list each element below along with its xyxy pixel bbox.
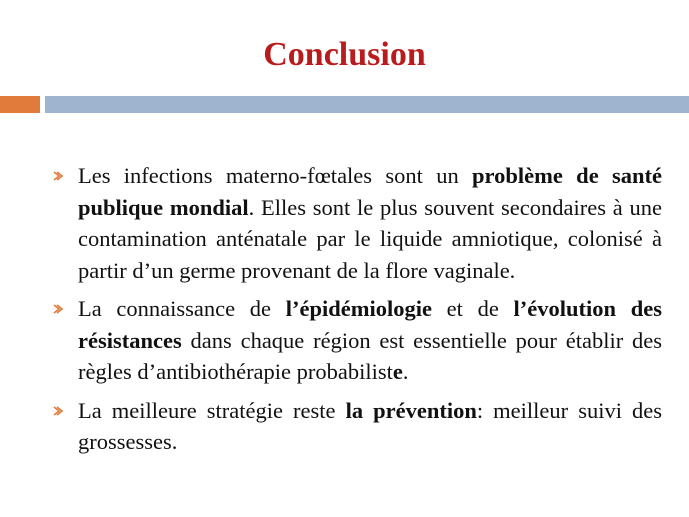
bullet-item-1 [52, 160, 662, 286]
bullet-3-text: La meilleure stratégie reste [78, 397, 346, 423]
bullet-2-text-end: . [402, 359, 409, 384]
bullet-2-bold-1: l’épidémiologie [285, 296, 432, 321]
bullet-item-2 [52, 293, 662, 388]
accent-bar-blue [45, 96, 689, 113]
bullet-2-text-mid-2: dans chaque région est essentielle pour établir des règles d’antibiothérapie probabilist [78, 327, 662, 384]
bullet-1-text: Les infections materno-fœtales sont un [78, 163, 473, 188]
chevron-right-icon [52, 405, 64, 417]
accent-bar-orange [0, 96, 40, 113]
chevron-right-icon [52, 303, 64, 315]
bullet-2-text: La connaissance de [78, 296, 286, 321]
bullet-2-text-mid: et de [431, 296, 514, 321]
bullet-3-bold: la prévention [345, 397, 477, 423]
chevron-right-icon [52, 170, 64, 182]
bullet-2-bold-3: e [392, 359, 403, 384]
bullet-item-3 [52, 395, 662, 458]
bullet-2-bold-2: l’évolution des résistances [78, 296, 662, 353]
bullet-3-text-end: : meilleur suivi des grossesses. [78, 397, 662, 454]
slide-title: Conclusion [263, 36, 426, 73]
bullet-1-text-end: . Elles sont le plus souvent secondaires à une contamination anténatale par le liquide amniotique, colonisé à partir d’un germe provenant de la flore vaginale. [78, 194, 662, 283]
bullet-list [52, 160, 662, 465]
bullet-1-bold: problème de santé publique mondial [78, 163, 663, 220]
